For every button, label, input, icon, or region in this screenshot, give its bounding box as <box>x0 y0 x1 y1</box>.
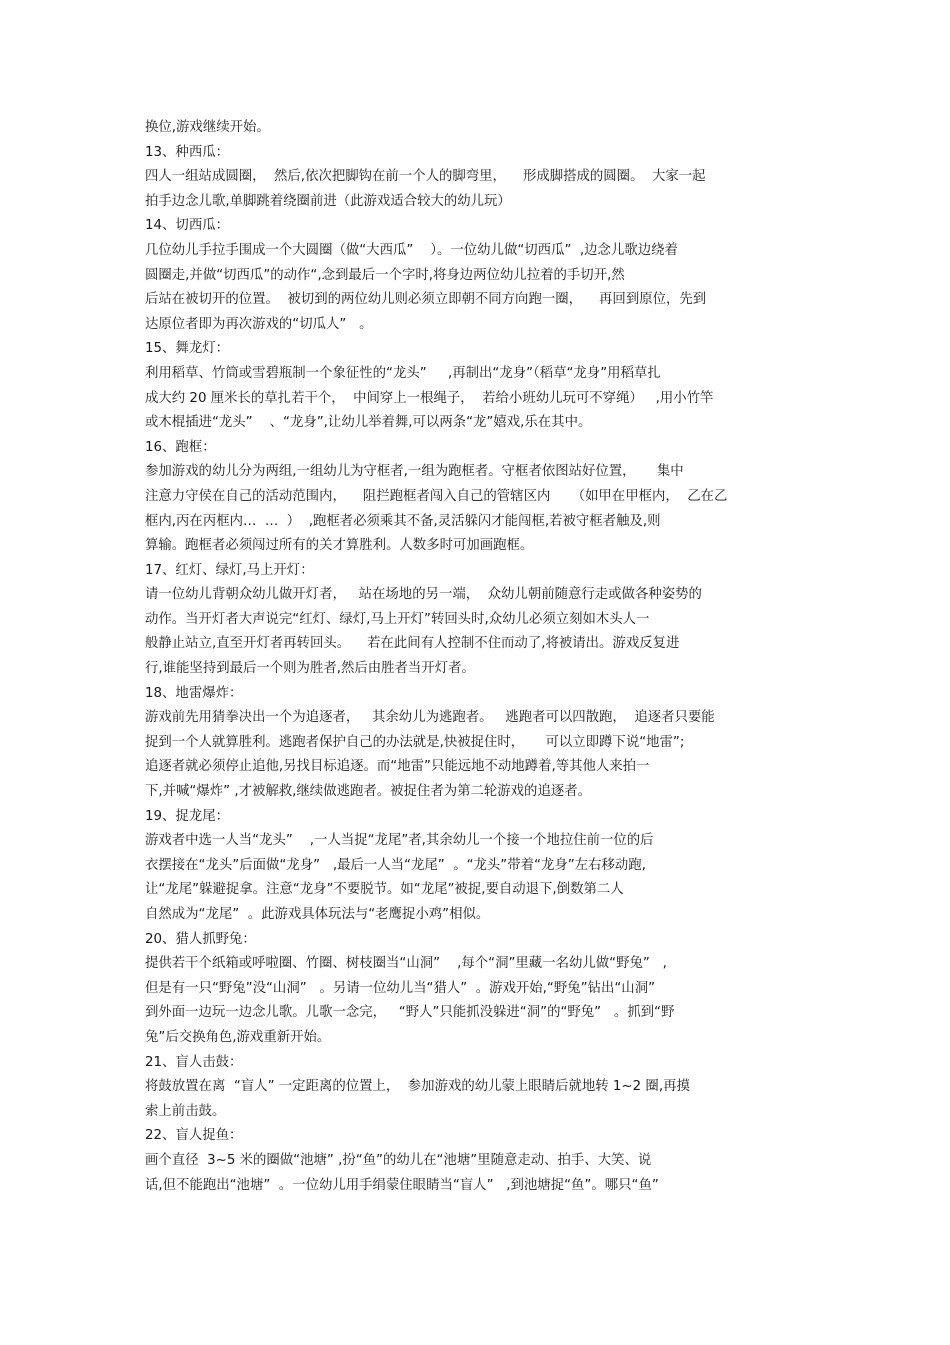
paragraph-line: 算输。跑框者必须闯过所有的关才算胜利。人数多时可加画跑框。 <box>145 538 534 554</box>
section-heading: 18、地雷爆炸： <box>145 685 243 701</box>
paragraph-line: 提供若干个纸箱或呼啦圈、竹圈、树枝圈当“山洞” ,每个“洞”里藏一名幼儿做“野兔” , <box>145 956 667 972</box>
paragraph-line: 行,谁能坚持到最后一个则为胜者,然后由胜者当开灯者。 <box>145 661 475 677</box>
paragraph-line: 动作。当开灯者大声说完“红灯、绿灯,马上开灯”转回头时,众幼儿必须立刻如木头人一 <box>145 611 650 627</box>
paragraph-line: 捉到一个人就算胜利。逃跑者保护自己的办法就是,快被捉住时， 可以立即蹲下说“地雷”; <box>145 734 685 750</box>
section-heading: 15、舞龙灯： <box>145 341 229 357</box>
paragraph-line: 请一位幼儿背朝众幼儿做开灯者， 站在场地的另一端， 众幼儿朝前随意行走或做各种姿势的 <box>145 587 702 603</box>
paragraph-line: 拍手边念儿歌,单脚跳着绕圈前进（此游戏适合较大的幼儿玩） <box>145 193 511 209</box>
paragraph-line: 话,但不能跑出“池塘” 。一位幼儿用手绢蒙住眼睛当“盲人” ,到池塘捉“鱼”。哪只“鱼” <box>145 1177 659 1193</box>
paragraph-line: 后站在被切开的位置。 被切到的两位幼儿则必须立即朝不同方向跑一圈， 再回到原位，先到 <box>145 292 707 308</box>
paragraph-line: 画个直径 3~5 米的圈做“池塘” ,扮“鱼”的幼儿在“池塘”里随意走动、拍手、大笑、说 <box>145 1152 652 1168</box>
paragraph-line: 四人一组站成圆圈， 然后,依次把脚钩在前一个人的脚弯里， 形成脚搭成的圆圈。 大家一起 <box>145 169 706 185</box>
paragraph-line: 般静止站立,直至开灯者再转回头。 若在此间有人控制不住而动了,将被请出。游戏反复进 <box>145 636 680 652</box>
paragraph-line: 换位,游戏继续开始。 <box>145 120 270 135</box>
paragraph-line: 索上前击鼓。 <box>145 1103 226 1119</box>
section-heading: 19、捉龙尾： <box>145 808 229 824</box>
paragraph-line: 自然成为“龙尾” 。此游戏具体玩法与“老鹰捉小鸡”相似。 <box>145 907 490 922</box>
paragraph-line: 几位幼儿手拉手围成一个大圆圈（做“大西瓜” ）。一位幼儿做“切西瓜” ,边念儿歌边绕着 <box>145 242 678 258</box>
paragraph-line: 注意力守侯在自己的活动范围内， 阻拦跑框者闯入自己的管辖区内 （如甲在甲框内， 乙在乙 <box>145 488 728 504</box>
paragraph-line: 成大约 20 厘米长的草扎若干个， 中间穿上一根绳子， 若给小班幼儿玩可不穿绳） ,用小竹竿 <box>145 390 714 406</box>
section-heading: 17、红灯、绿灯,马上开灯： <box>145 562 314 578</box>
section-heading: 14、切西瓜： <box>145 218 229 234</box>
paragraph-line: 下,并喊“爆炸” ,才被解救,继续做逃跑者。被捉住者为第二轮游戏的追逐者。 <box>145 784 592 800</box>
paragraph-line: 到外面一边玩一边念儿歌。儿歌一念完， “野人”只能抓没躲进“洞”的“野兔” 。抓到“野 <box>145 1005 675 1021</box>
section-heading: 16、跑框： <box>145 439 216 455</box>
paragraph-line: 圆圈走,并做“切西瓜”的动作“,念到最后一个字时,将身边两位幼儿拉着的手切开,然 <box>145 267 625 283</box>
paragraph-line: 参加游戏的幼儿分为两组,一组幼儿为守框者,一组为跑框者。守框者依图站好位置， 集中 <box>145 464 684 480</box>
section-heading: 22、盲人捉鱼： <box>145 1128 243 1144</box>
paragraph-line: 达原位者即为再次游戏的“切瓜人” 。 <box>145 316 373 332</box>
paragraph-line: 利用稻草、竹筒或雪碧瓶制一个象征性的“龙头” ,再制出“龙身”（稻草“龙身”用稻草扎 <box>145 365 661 381</box>
paragraph-line: 兔”后交换角色,游戏重新开始。 <box>145 1029 331 1045</box>
paragraph-line: 追逐者就必须停止追他,另找目标追逐。而“地雷”只能远地不动地蹲着,等其他人来拍一 <box>145 759 650 775</box>
paragraph-line: 游戏前先用猜拳决出一个为追逐者， 其余幼儿为逃跑者。 逃跑者可以四散跑， 追逐者只要能 <box>145 710 715 726</box>
paragraph-line: 将鼓放置在离 “盲人” 一定距离的位置上， 参加游戏的幼儿蒙上眼睛后就地转 1~2 圈,再摸 <box>145 1079 690 1095</box>
paragraph-line: 框内,丙在丙框内… … ） ,跑框者必须乘其不备,灵活躲闪才能闯框,若被守框者触及,则 <box>145 513 661 529</box>
paragraph-line: 或木棍插进“龙头” 、“龙身”,让幼儿举着舞,可以两条“龙”嬉戏,乐在其中。 <box>145 415 592 431</box>
document-body <box>145 116 795 1198</box>
paragraph-line: 游戏者中选一人当“龙头” ,一人当捉“龙尾”者,其余幼儿一个接一个地拉住前一位的后 <box>145 833 654 849</box>
paragraph-line: 让“龙尾”躲避捉拿。注意“龙身”不要脱节。如“龙尾”被捉,要自动退下,倒数第二人 <box>145 882 624 898</box>
section-heading: 20、猎人抓野兔： <box>145 931 256 947</box>
paragraph-line: 但是有一只“野兔”没“山洞” 。另请一位幼儿当“猎人” 。游戏开始,“野兔”钻出“山洞” <box>145 980 656 996</box>
section-heading: 21、盲人击鼓： <box>145 1054 243 1070</box>
paragraph-line: 衣摆接在“龙头”后面做“龙身” ,最后一人当“龙尾” 。“龙头”带着“龙身”左右移动跑, <box>145 857 646 873</box>
section-heading: 13、种西瓜： <box>145 144 229 160</box>
